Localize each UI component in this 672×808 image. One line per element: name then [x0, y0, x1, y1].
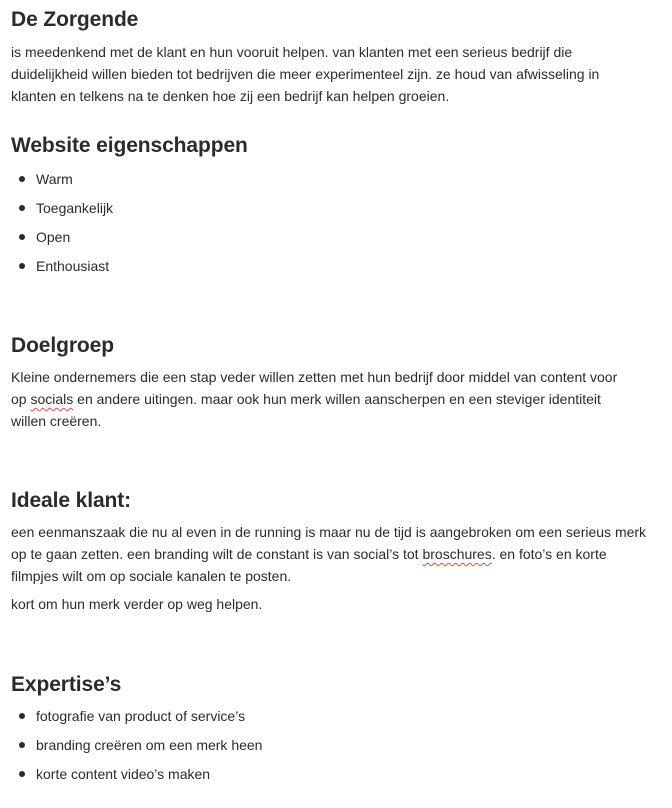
klant-text-part: . en foto’s en korte filmpjes wilt om op sociale kanalen te posten.: [11, 546, 607, 584]
list-item: fotografie van product of service’s: [11, 705, 262, 734]
list-item: Toegankelijk: [11, 197, 113, 226]
paragraph-doelgroep: [11, 366, 636, 432]
heading-doelgroep: Doelgroep: [11, 334, 114, 357]
list-website-eigenschappen: [11, 168, 113, 284]
paragraph-ideale-klant: [11, 521, 651, 587]
paragraph-ideale-klant-2: kort om hun merk verder op weg helpen.: [11, 596, 263, 612]
spellcheck-word[interactable]: socials: [30, 391, 74, 407]
list-item: korte content video’s maken: [11, 763, 262, 792]
heading-website-eigenschappen: Website eigenschappen: [11, 134, 248, 157]
spellcheck-word[interactable]: broschures: [422, 546, 492, 562]
list-expertises: [11, 705, 262, 792]
heading-de-zorgende: De Zorgende: [11, 8, 139, 31]
list-item: Warm: [11, 168, 113, 197]
heading-ideale-klant: Ideale klant:: [11, 489, 132, 512]
list-item: Open: [11, 226, 113, 255]
list-item: branding creëren om een merk heen: [11, 734, 262, 763]
doelgroep-text-part: Kleine ondernemers die een stap veder willen zetten met hun bedrijf door middel van content voor op: [11, 369, 618, 407]
klant-text-part: een eenmanszaak die nu al even in de running is maar nu de tijd is aangebroken om een serieus merk op te gaan zetten. een branding wilt de constant is van social’s tot: [11, 524, 647, 562]
doelgroep-text-part: en andere uitingen. maar ook hun merk willen aanscherpen en een steviger identiteit willen creëren.: [11, 391, 601, 429]
paragraph-de-zorgende: is meedenkend met de klant en hun vooruit helpen. van klanten met een serieus bedrijf die duidelijkheid willen bieden tot bedrijven die meer experimenteel zijn. ze houd van afwisseling in klanten en telkens na te denken hoe zij een bedrijf kan helpen groeien.: [11, 44, 600, 104]
heading-expertises: Expertise’s: [11, 673, 122, 696]
list-item: Enthousiast: [11, 255, 113, 284]
